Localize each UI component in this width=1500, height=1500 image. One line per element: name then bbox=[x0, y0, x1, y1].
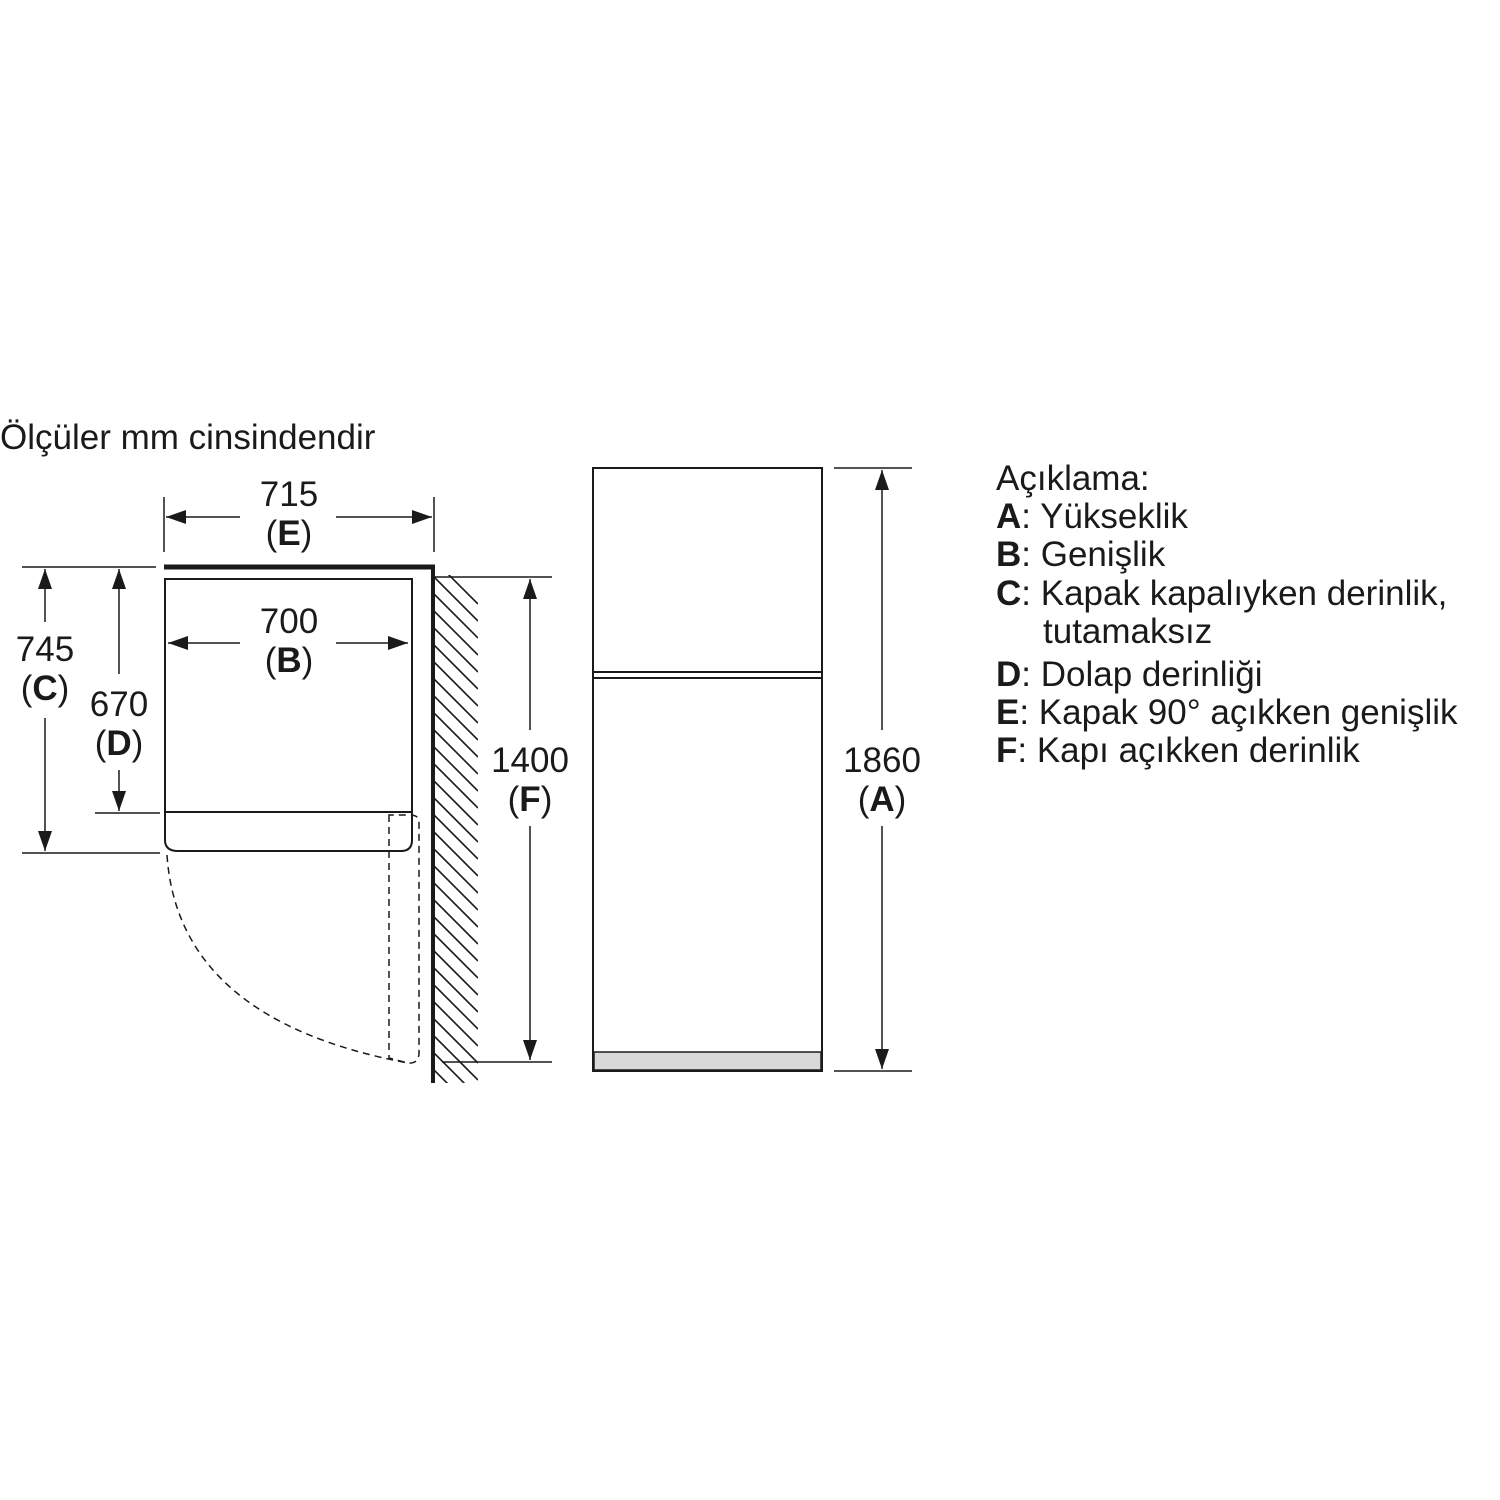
wall-hatch-line bbox=[434, 815, 478, 859]
plinth bbox=[594, 1052, 821, 1070]
c-arrow-top bbox=[38, 569, 52, 589]
d-arrow-top bbox=[112, 569, 126, 589]
legend-item-c-cont: tutamaksız bbox=[1043, 612, 1213, 651]
wall-hatch-line bbox=[434, 883, 478, 927]
wall-hatch-line bbox=[434, 1002, 478, 1046]
fridge-body bbox=[593, 468, 822, 1071]
dim-c-letter: (C) bbox=[20, 669, 70, 708]
dim-a-value: 1860 bbox=[843, 741, 921, 780]
units-note: Ölçüler mm cinsindendir bbox=[0, 418, 376, 457]
dim-b-letter: (B) bbox=[264, 641, 314, 680]
open-door-outline bbox=[389, 815, 419, 1063]
dim-c-value: 745 bbox=[15, 630, 75, 669]
b-arrow-right bbox=[388, 636, 408, 650]
legend-item-e: E: Kapak 90° açıkken genişlik bbox=[996, 693, 1458, 732]
wall-hatch-line bbox=[434, 781, 478, 825]
wall-hatch-line bbox=[434, 951, 478, 995]
wall-hatch-line bbox=[434, 832, 478, 876]
wall-hatch-line bbox=[434, 577, 478, 621]
wall-hatch-line bbox=[434, 747, 478, 791]
wall-hatch-line bbox=[434, 662, 478, 706]
legend-item-a: A: Yükseklik bbox=[996, 497, 1188, 536]
wall-hatch-line bbox=[434, 917, 478, 961]
dim-b-value: 700 bbox=[259, 602, 319, 641]
dim-f-letter: (F) bbox=[507, 780, 553, 819]
front-view-labels bbox=[843, 741, 921, 819]
legend-item-f: F: Kapı açıkken derinlik bbox=[996, 731, 1360, 770]
wall-hatch-line bbox=[434, 900, 478, 944]
wall-hatch-line bbox=[434, 730, 478, 774]
legend-title: Açıklama: bbox=[996, 459, 1150, 498]
legend bbox=[996, 459, 1458, 770]
wall-hatch-line bbox=[434, 696, 478, 740]
wall-hatch-line bbox=[434, 1019, 478, 1063]
legend-item-b: B: Genişlik bbox=[996, 535, 1166, 574]
wall-hatch-line bbox=[434, 679, 478, 723]
dim-e-value: 715 bbox=[259, 475, 319, 514]
wall-hatch-line bbox=[434, 645, 478, 689]
e-arrow-right bbox=[412, 510, 432, 524]
d-arrow-bottom bbox=[112, 791, 126, 811]
top-view-labels bbox=[16, 475, 569, 819]
wall-hatch-line bbox=[434, 1070, 478, 1114]
wall-hatch-line bbox=[434, 968, 478, 1012]
f-arrow-bottom bbox=[523, 1040, 537, 1060]
wall-hatch-line bbox=[434, 611, 478, 655]
wall-hatch-line bbox=[434, 934, 478, 978]
wall-hatch-line bbox=[434, 1053, 478, 1097]
f-arrow-top bbox=[523, 579, 537, 599]
wall-hatch-line bbox=[434, 594, 478, 638]
c-arrow-bottom bbox=[38, 831, 52, 851]
dim-d-value: 670 bbox=[89, 685, 149, 724]
b-arrow-left bbox=[168, 636, 188, 650]
wall-hatch-line bbox=[434, 764, 478, 808]
wall-hatch bbox=[434, 560, 478, 1148]
legend-item-d: D: Dolap derinliği bbox=[996, 655, 1263, 694]
wall-hatch-line bbox=[434, 985, 478, 1029]
closed-door bbox=[165, 812, 412, 851]
dim-e-letter: (E) bbox=[265, 514, 313, 553]
wall-hatch-line bbox=[434, 1036, 478, 1080]
wall-hatch-line bbox=[434, 560, 478, 604]
dim-a-letter: (A) bbox=[857, 780, 907, 819]
legend-item-c: C: Kapak kapalıyken derinlik, bbox=[996, 574, 1448, 613]
a-arrow-bottom bbox=[875, 1049, 889, 1069]
wall-hatch-line bbox=[434, 628, 478, 672]
top-view bbox=[22, 497, 552, 1148]
wall-hatch-line bbox=[434, 1104, 478, 1148]
wall-hatch-line bbox=[434, 798, 478, 842]
door-swing-arc bbox=[167, 855, 408, 1063]
dim-f-value: 1400 bbox=[491, 741, 569, 780]
wall-hatch-line bbox=[434, 866, 478, 910]
a-arrow-top bbox=[875, 470, 889, 490]
wall-hatch-line bbox=[434, 713, 478, 757]
wall-hatch-line bbox=[434, 1087, 478, 1131]
wall-hatch-line bbox=[434, 849, 478, 893]
e-arrow-left bbox=[166, 510, 186, 524]
dim-d-letter: (D) bbox=[94, 724, 144, 763]
